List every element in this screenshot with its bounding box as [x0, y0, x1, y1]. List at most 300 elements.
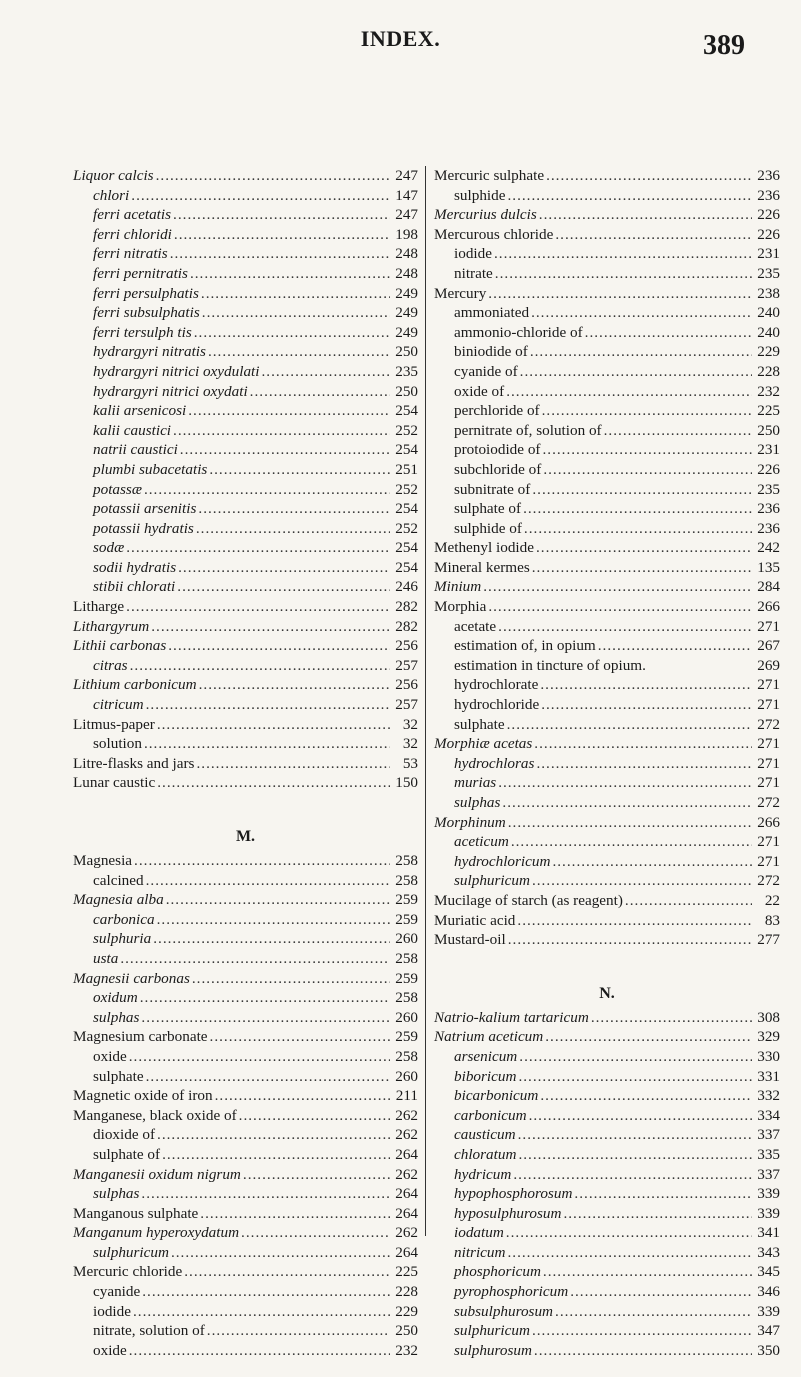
entry-term: ferri subsulphatis — [93, 304, 200, 322]
entry-page-number: 231 — [757, 245, 780, 263]
entry-page-number: 240 — [757, 323, 780, 341]
dot-leader — [250, 382, 390, 402]
index-subentry — [73, 460, 418, 480]
dot-leader — [141, 1184, 390, 1204]
entry-term: sulphas — [93, 1008, 140, 1026]
dot-leader — [162, 1145, 390, 1165]
dot-leader — [196, 519, 390, 539]
entry-term: natrii caustici — [93, 441, 178, 459]
entry-term: sulphide of — [454, 519, 522, 537]
dot-leader — [207, 1321, 390, 1341]
index-column-right — [434, 166, 780, 1360]
entry-page-number: 252 — [395, 421, 418, 439]
entry-page-number: 272 — [757, 715, 780, 733]
index-entry — [434, 1027, 780, 1047]
index-subentry — [434, 1302, 780, 1322]
entry-page-number: 282 — [395, 617, 418, 635]
index-subentry — [434, 1106, 780, 1126]
entry-page-number: 226 — [757, 460, 780, 478]
index-subentry — [73, 929, 418, 949]
entry-page-number: 266 — [757, 813, 780, 831]
entry-page-number: 271 — [757, 754, 780, 772]
entry-term: calcined — [93, 871, 144, 889]
dot-leader — [506, 1223, 752, 1243]
dot-leader — [536, 754, 752, 774]
index-entry — [434, 225, 780, 245]
entry-page-number: 271 — [757, 852, 780, 870]
entry-term: Lithii carbonas — [73, 637, 167, 655]
entry-page-number: 271 — [757, 617, 780, 635]
dot-leader — [519, 1047, 752, 1067]
entry-term: estimation of, in opium — [454, 637, 596, 655]
index-entry — [434, 166, 780, 186]
entry-term: Mustard-oil — [434, 931, 506, 949]
index-subentry — [434, 519, 780, 539]
entry-page-number: 271 — [757, 676, 780, 694]
dot-leader — [518, 1125, 752, 1145]
index-subentry — [73, 734, 418, 754]
entry-page-number: 272 — [757, 872, 780, 890]
index-entry — [73, 597, 418, 617]
entry-page-number: 335 — [757, 1145, 780, 1163]
entry-page-number: 337 — [757, 1165, 780, 1183]
entry-term: phosphoricum — [454, 1263, 541, 1281]
index-subentry — [434, 401, 780, 421]
entry-term: subnitrate of — [454, 480, 531, 498]
entry-term: aceticum — [454, 833, 509, 851]
entry-page-number: 269 — [757, 656, 780, 674]
index-subentry — [434, 1223, 780, 1243]
entry-term: perchloride of — [454, 402, 540, 420]
entry-page-number: 258 — [395, 989, 418, 1007]
entry-term: sulphate of — [93, 1145, 161, 1163]
entry-page-number: 254 — [395, 500, 418, 518]
entry-page-number: 198 — [395, 225, 418, 243]
dot-leader — [532, 871, 752, 891]
dot-leader — [507, 1243, 752, 1263]
index-subentry — [73, 284, 418, 304]
index-subentry — [73, 1145, 418, 1165]
dot-leader — [209, 460, 390, 480]
dot-leader — [545, 1027, 752, 1047]
entry-term: chlori — [93, 186, 130, 204]
index-entry — [73, 851, 418, 871]
entry-term: usta — [93, 949, 119, 967]
entry-page-number: 332 — [757, 1087, 780, 1105]
entry-term: hydrargyri nitrici oxydulati — [93, 362, 260, 380]
dot-leader — [192, 969, 390, 989]
dot-leader — [508, 813, 752, 833]
index-subentry — [73, 577, 418, 597]
entry-term: Lithium carbonicum — [73, 676, 197, 694]
entry-page-number: 236 — [757, 167, 780, 184]
entry-page-number: 330 — [757, 1047, 780, 1065]
index-entry — [73, 1027, 418, 1047]
entry-term: sulphate of — [454, 500, 522, 518]
dot-leader — [495, 264, 752, 284]
dot-leader — [208, 342, 390, 362]
dot-leader — [540, 675, 752, 695]
index-entry — [73, 1165, 418, 1185]
index-subentry — [434, 499, 780, 519]
index-entry — [73, 675, 418, 695]
entry-page-number: 236 — [757, 519, 780, 537]
index-subentry — [434, 715, 780, 735]
dot-leader — [534, 1341, 752, 1361]
entry-page-number: 32 — [402, 735, 418, 753]
dot-leader — [261, 362, 390, 382]
entry-term: subchloride of — [454, 460, 542, 478]
index-subentry — [434, 675, 780, 695]
entry-page-number: 246 — [395, 578, 418, 596]
dot-leader — [144, 480, 390, 500]
index-entry — [73, 890, 418, 910]
dot-leader — [539, 205, 752, 225]
index-subentry — [73, 244, 418, 264]
index-entry — [434, 558, 780, 578]
index-subentry — [434, 244, 780, 264]
index-subentry — [73, 1341, 418, 1361]
dot-leader — [133, 1302, 390, 1322]
entry-page-number: 254 — [395, 402, 418, 420]
dot-leader — [241, 1223, 390, 1243]
dot-leader — [194, 323, 390, 343]
index-subentry — [434, 480, 780, 500]
entry-page-number: 229 — [757, 343, 780, 361]
entry-page-number: 249 — [395, 304, 418, 322]
entry-page-number: 262 — [395, 1224, 418, 1242]
entry-page-number: 247 — [395, 167, 418, 184]
dot-leader — [483, 577, 752, 597]
entry-term: oxide — [93, 1341, 127, 1359]
index-entry — [73, 1204, 418, 1224]
section-letter-heading: N. — [599, 984, 615, 1002]
dot-leader — [536, 538, 752, 558]
entry-page-number: 247 — [395, 206, 418, 224]
entry-term: hydrargyri nitrici oxydati — [93, 382, 248, 400]
entry-term: solution — [93, 735, 142, 753]
index-subentry — [434, 1184, 780, 1204]
index-entry — [434, 1008, 780, 1028]
entry-term: Manganese, black oxide of — [73, 1106, 237, 1124]
entry-page-number: 256 — [395, 637, 418, 655]
entry-term: sulphas — [454, 794, 501, 811]
dot-leader — [190, 264, 390, 284]
dot-leader — [130, 656, 390, 676]
entry-term: oxidum — [93, 989, 138, 1007]
entry-term: nitricum — [454, 1243, 506, 1261]
index-subentry — [73, 871, 418, 891]
entry-term: citras — [93, 656, 128, 674]
entry-term: cyanide — [93, 1283, 141, 1301]
index-subentry — [73, 440, 418, 460]
entry-page-number: 329 — [757, 1028, 780, 1046]
entry-term: bicarbonicum — [454, 1087, 539, 1105]
entry-term: stibii chlorati — [93, 578, 176, 596]
dot-leader — [184, 1262, 390, 1282]
dot-leader — [196, 754, 390, 774]
entry-page-number: 150 — [395, 774, 418, 792]
entry-term: Litharge — [73, 598, 125, 616]
entry-term: subsulphurosum — [454, 1302, 554, 1320]
entry-term: Mercuric chloride — [73, 1263, 183, 1281]
entry-page-number: 339 — [757, 1302, 780, 1320]
entry-page-number: 259 — [395, 969, 418, 987]
entry-page-number: 264 — [395, 1243, 418, 1261]
index-subentry — [73, 1067, 418, 1087]
entry-page-number: 264 — [395, 1145, 418, 1163]
page-header — [0, 0, 801, 80]
section-letter-heading: M. — [235, 828, 256, 845]
dot-leader — [524, 519, 752, 539]
entry-page-number: 254 — [395, 558, 418, 576]
index-subentry — [434, 617, 780, 637]
dot-leader — [507, 186, 752, 206]
entry-term: Lunar caustic — [73, 774, 156, 792]
entry-page-number: 32 — [402, 715, 418, 733]
index-entry — [434, 597, 780, 617]
entry-page-number: 226 — [757, 206, 780, 224]
entry-page-number: 254 — [395, 539, 418, 557]
dot-leader — [199, 675, 390, 695]
entry-term: sulphuricum — [454, 1322, 530, 1340]
index-subentry — [434, 871, 780, 891]
dot-leader — [542, 401, 752, 421]
entry-page-number: 228 — [757, 362, 780, 380]
index-entry — [73, 1086, 418, 1106]
entry-term: Manganum hyperoxydatum — [73, 1224, 240, 1242]
entry-page-number: 259 — [395, 1028, 418, 1046]
index-subentry — [73, 949, 418, 969]
index-entry — [434, 734, 780, 754]
dot-leader — [177, 577, 390, 597]
dot-leader — [532, 558, 752, 578]
entry-term: plumbi subacetatis — [93, 460, 208, 478]
entry-page-number: 228 — [395, 1283, 418, 1301]
entry-page-number: 252 — [395, 519, 418, 537]
entry-term: Magnesium carbonate — [73, 1028, 208, 1046]
entry-term: oxide of — [454, 382, 505, 400]
entry-term: sulphate — [454, 715, 505, 733]
entry-term: Natrium aceticum — [434, 1028, 544, 1046]
entry-term: Lithargyrum — [73, 617, 150, 635]
index-subentry — [73, 656, 418, 676]
entry-term: Methenyl iodide — [434, 539, 534, 557]
dot-leader — [552, 852, 752, 872]
entry-page-number: 271 — [757, 833, 780, 851]
dot-leader — [541, 695, 752, 715]
entry-page-number: 229 — [395, 1302, 418, 1320]
dot-leader — [508, 930, 752, 950]
entry-term: sodii hydratis — [93, 558, 177, 576]
dot-leader — [157, 773, 390, 793]
dot-leader — [523, 499, 752, 519]
index-subentry — [434, 1067, 780, 1087]
entry-page-number: 284 — [757, 578, 780, 596]
dot-leader — [134, 851, 390, 871]
entry-term: hydricum — [454, 1165, 512, 1183]
index-entry — [434, 538, 780, 558]
index-entry — [434, 205, 780, 225]
index-subentry — [73, 1282, 418, 1302]
entry-page-number: 226 — [757, 225, 780, 243]
entry-term: Natrio-kalium tartaricum — [434, 1008, 589, 1026]
dot-leader — [520, 362, 752, 382]
entry-page-number: 272 — [757, 794, 780, 811]
entry-page-number: 308 — [757, 1008, 780, 1026]
entry-term: iodide — [93, 1302, 131, 1320]
index-subentry — [73, 1125, 418, 1145]
entry-term: protoiodide of — [454, 441, 541, 459]
dot-leader — [151, 617, 390, 637]
index-subentry — [434, 440, 780, 460]
entry-page-number: 264 — [395, 1185, 418, 1203]
index-entry — [73, 969, 418, 989]
entry-term: causticum — [454, 1126, 516, 1144]
entry-term: hydrochloride — [454, 696, 540, 714]
entry-term: ferri acetatis — [93, 206, 172, 224]
entry-page-number: 236 — [757, 500, 780, 518]
dot-leader — [542, 440, 752, 460]
dot-leader — [129, 1047, 390, 1067]
entry-page-number: 22 — [764, 891, 780, 909]
entry-term: sulphuria — [93, 930, 152, 948]
index-entry — [434, 911, 780, 931]
entry-page-number: 343 — [757, 1243, 780, 1261]
dot-leader — [591, 1008, 752, 1028]
entry-page-number: 250 — [757, 421, 780, 439]
dot-leader — [201, 284, 390, 304]
index-subentry — [434, 1165, 780, 1185]
dot-leader — [532, 1321, 752, 1341]
dot-leader — [604, 421, 752, 441]
index-subentry — [73, 362, 418, 382]
dot-leader — [488, 284, 752, 304]
index-subentry — [434, 264, 780, 284]
entry-page-number: 339 — [757, 1204, 780, 1222]
dot-leader — [498, 773, 752, 793]
index-entry — [434, 577, 780, 597]
index-subentry — [73, 1047, 418, 1067]
entry-term: nitrate, solution of — [93, 1322, 205, 1340]
dot-leader — [146, 1067, 390, 1087]
dot-leader — [543, 1262, 752, 1282]
entry-page-number: 242 — [757, 539, 780, 557]
index-subentry — [434, 1086, 780, 1106]
entry-term: arsenicum — [454, 1047, 518, 1065]
entry-term: Morphiæ acetas — [434, 735, 533, 753]
entry-term: Mercuric sulphate — [434, 167, 545, 184]
index-subentry — [434, 1243, 780, 1263]
index-subentry — [73, 205, 418, 225]
entry-page-number: 235 — [757, 480, 780, 498]
entry-term: Morphia — [434, 598, 487, 616]
index-subentry — [434, 382, 780, 402]
dot-leader — [173, 205, 390, 225]
dot-leader — [144, 734, 390, 754]
entry-term: sulphate — [93, 1067, 144, 1085]
entry-page-number: 135 — [757, 558, 780, 576]
entry-page-number: 232 — [395, 1341, 418, 1359]
dot-leader — [153, 929, 390, 949]
entry-term: acetate — [454, 617, 497, 635]
entry-page-number: 260 — [395, 1067, 418, 1085]
entry-page-number: 339 — [757, 1185, 780, 1203]
entry-term: pernitrate of, solution of — [454, 421, 602, 439]
entry-page-number: 259 — [395, 891, 418, 909]
dot-leader — [534, 734, 752, 754]
entry-page-number: 238 — [757, 284, 780, 302]
index-subentry — [434, 1282, 780, 1302]
dot-leader — [166, 890, 390, 910]
entry-page-number: 260 — [395, 930, 418, 948]
entry-page-number: 258 — [395, 871, 418, 889]
dot-leader — [126, 597, 390, 617]
index-subentry — [73, 303, 418, 323]
entry-term: carbonicum — [454, 1106, 527, 1124]
entry-term: ammoniated — [454, 304, 530, 322]
dot-leader — [140, 988, 390, 1008]
dot-leader — [239, 1106, 390, 1126]
entry-page-number: 341 — [757, 1224, 780, 1242]
dot-leader — [146, 871, 390, 891]
index-subentry — [434, 852, 780, 872]
dot-leader — [540, 1086, 752, 1106]
entry-page-number: 282 — [395, 598, 418, 616]
entry-page-number: 250 — [395, 343, 418, 361]
entry-term: biniodide of — [454, 343, 528, 361]
index-subentry — [434, 832, 780, 852]
index-subentry — [73, 1302, 418, 1322]
entry-page-number: 258 — [395, 1047, 418, 1065]
entry-term: Morphinum — [434, 813, 506, 831]
index-subentry — [73, 519, 418, 539]
entry-page-number: 331 — [757, 1067, 780, 1085]
index-subentry — [73, 1243, 418, 1263]
entry-term: hydrargyri nitratis — [93, 343, 206, 361]
index-subentry — [73, 225, 418, 245]
entry-page-number: 258 — [395, 852, 418, 869]
entry-term: sulphide — [454, 186, 506, 204]
dot-leader — [574, 1184, 752, 1204]
dot-leader — [170, 244, 390, 264]
entry-page-number: 83 — [764, 911, 780, 929]
entry-page-number: 267 — [757, 637, 780, 655]
dot-leader — [530, 342, 752, 362]
dot-leader — [555, 1302, 752, 1322]
index-subentry — [434, 186, 780, 206]
entry-term: sulphuricum — [454, 872, 530, 890]
entry-page-number: 271 — [757, 774, 780, 792]
dot-leader — [529, 1106, 752, 1126]
dot-leader — [210, 1027, 390, 1047]
index-subentry — [73, 1008, 418, 1028]
page-number: 389 — [703, 30, 745, 61]
entry-term: Mercury — [434, 284, 487, 302]
index-subentry — [434, 1125, 780, 1145]
dot-leader — [517, 911, 752, 931]
index-subentry — [434, 1145, 780, 1165]
index-subentry — [73, 988, 418, 1008]
index-subentry — [73, 499, 418, 519]
dot-leader — [488, 597, 752, 617]
dot-leader — [174, 225, 390, 245]
index-subentry — [434, 1341, 780, 1361]
entry-page-number: 257 — [395, 696, 418, 714]
dot-leader — [494, 244, 752, 264]
index-subentry — [73, 401, 418, 421]
entry-page-number: 258 — [395, 949, 418, 967]
